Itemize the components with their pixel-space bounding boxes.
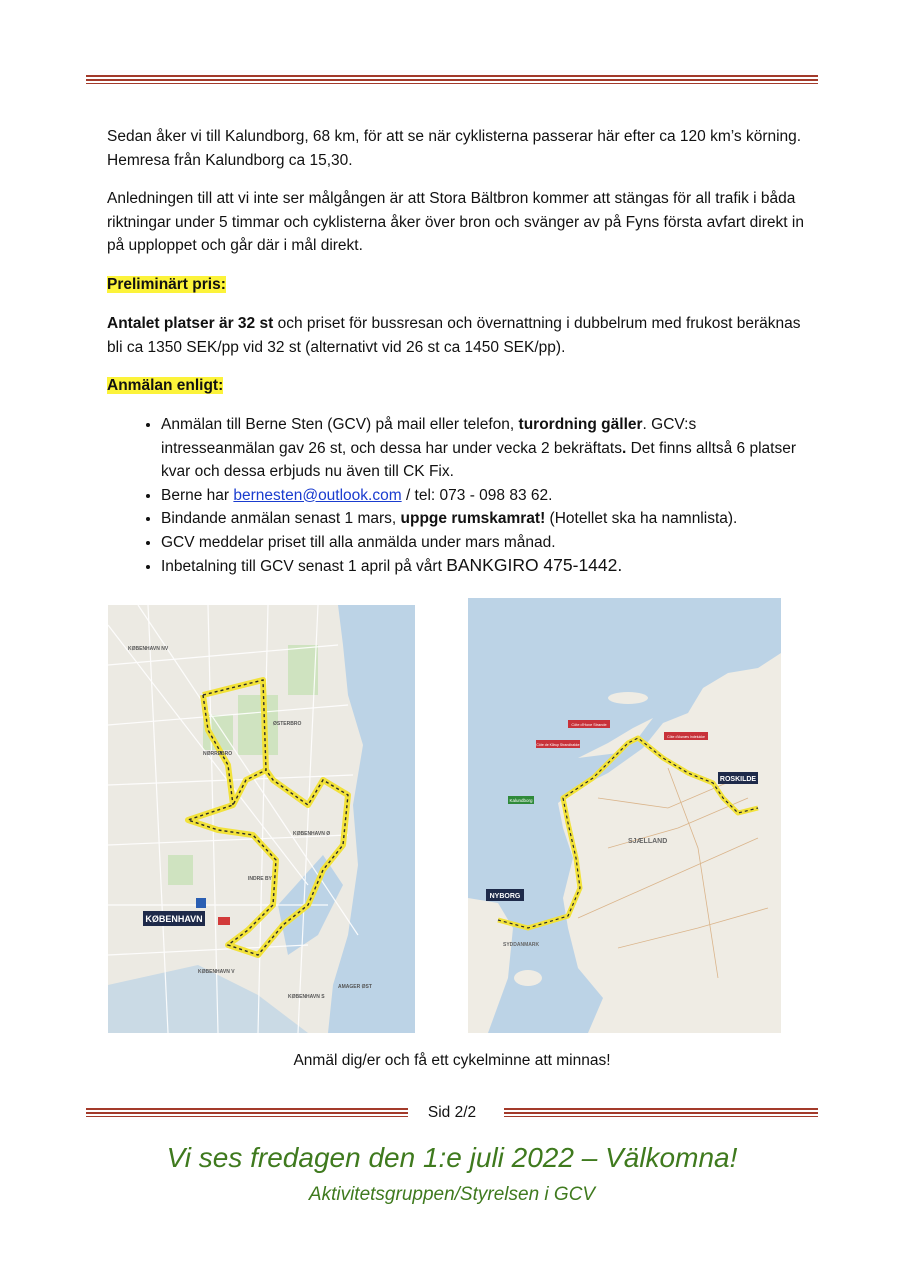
price-seats: Antalet platser är 32 st bbox=[107, 315, 274, 332]
list-bold: . bbox=[621, 439, 627, 457]
map-district-label: KØBENHAVN Ø bbox=[293, 831, 331, 837]
list-bold: turordning gäller bbox=[518, 416, 643, 433]
map-label-nyborg: NYBORG bbox=[489, 893, 521, 900]
map-label-cote: Côte d'Hove Strande bbox=[571, 723, 607, 727]
map-district-label: NØRREBRO bbox=[203, 751, 233, 757]
list-item bbox=[161, 413, 811, 484]
map-caption: Anmäl dig/er och få ett cykelminne att minnas! bbox=[293, 1052, 611, 1069]
signup-heading: Anmälan enligt: bbox=[107, 377, 224, 394]
map-city-label: KØBENHAVN bbox=[145, 914, 203, 924]
list-text: Berne har bbox=[161, 486, 234, 504]
list-text: GCV meddelar priset till alla anmälda under mars månad. bbox=[161, 533, 556, 551]
list-text: Inbetalning till GCV senast 1 april på vårt bbox=[161, 558, 447, 575]
map-district-label: KØBENHAVN S bbox=[288, 994, 325, 1000]
list-item bbox=[161, 531, 811, 555]
footer-signature: Aktivitetsgruppen/Styrelsen i GCV bbox=[308, 1184, 596, 1205]
paragraph-kalundborg bbox=[107, 125, 807, 172]
map-label-cote: Côte d'Asnæs Indelukke bbox=[667, 735, 705, 739]
map-label-kalundborg: Kalundborg bbox=[509, 798, 533, 803]
page-number: Sid 2/2 bbox=[427, 1104, 477, 1121]
paragraph-reason: Anledningen till att vi inte ser målgången är att Stora Bältbron kommer att stängas för all trafik i båda riktningar under 5 timmar och cyklisterna åker över bron och svänger av på Fyns första avfart direkt in på upploppet och går där i mål direkt. bbox=[107, 190, 804, 254]
map-district-label: KØBENHAVN NV bbox=[128, 646, 169, 652]
list-text: (Hotellet ska ha namnlista). bbox=[545, 510, 738, 527]
map-district-label: AMAGER ØST bbox=[338, 984, 372, 990]
map-region-sjaelland: SJÆLLAND bbox=[628, 838, 668, 845]
signup-heading-block bbox=[107, 374, 807, 398]
price-heading: Preliminärt pris: bbox=[107, 276, 226, 293]
copenhagen-map bbox=[108, 605, 415, 1033]
price-text: och priset för bussresan och övernattning i dubbelrum med frukost beräknas bli ca 1350 SEK/pp vid 32 st (alternativt vid 26 st ca 1450 SEK/pp). bbox=[107, 315, 801, 356]
list-item bbox=[161, 554, 811, 579]
list-item bbox=[161, 507, 811, 531]
list-text: Det finns alltså 6 platser kvar och dessa erbjuds nu även till CK Fix. bbox=[161, 439, 797, 480]
zealand-map-graphic bbox=[468, 598, 781, 1033]
list-text: . GCV:s intresseanmälan gav 26 st, och dessa har under vecka 2 bekräftats bbox=[161, 416, 697, 457]
list-text: Bindande anmälan senast 1 mars, bbox=[161, 510, 401, 527]
bankgiro-number: BANKGIRO 475-1442. bbox=[446, 555, 623, 575]
list-text: / tel: 073 - 098 83 62. bbox=[401, 486, 553, 504]
copenhagen-map-graphic bbox=[108, 605, 415, 1033]
top-rule bbox=[86, 75, 818, 84]
map-district-label: INDRE BY bbox=[248, 876, 272, 882]
price-heading-block bbox=[107, 273, 807, 297]
price-paragraph bbox=[107, 312, 807, 359]
email-link[interactable]: bernesten@outlook.com bbox=[233, 486, 402, 504]
map-district-label: ØSTERBRO bbox=[273, 721, 302, 727]
map-region-syddanmark: SYDDANMARK bbox=[503, 942, 540, 948]
paragraph-line: Hemresa från Kalundborg ca 15,30. bbox=[107, 151, 353, 169]
map-label-cote: Côte de Kårup Strandbakke bbox=[536, 743, 580, 747]
zealand-map bbox=[468, 598, 781, 1033]
footer-welcome: Vi ses fredagen den 1:e juli 2022 – Välkomna! bbox=[166, 1142, 738, 1173]
list-text: Anmälan till Berne Sten (GCV) på mail eller telefon, bbox=[161, 416, 519, 433]
list-item bbox=[161, 484, 811, 508]
map-district-label: KØBENHAVN V bbox=[198, 969, 235, 975]
signup-list bbox=[107, 413, 811, 579]
paragraph-line: Sedan åker vi till Kalundborg, 68 km, för att se när cyklisterna passerar här efter ca 120 km’s körning. bbox=[107, 128, 802, 145]
map-label-roskilde: ROSKILDE bbox=[719, 776, 757, 783]
list-bold: uppge rumskamrat! bbox=[400, 510, 546, 527]
